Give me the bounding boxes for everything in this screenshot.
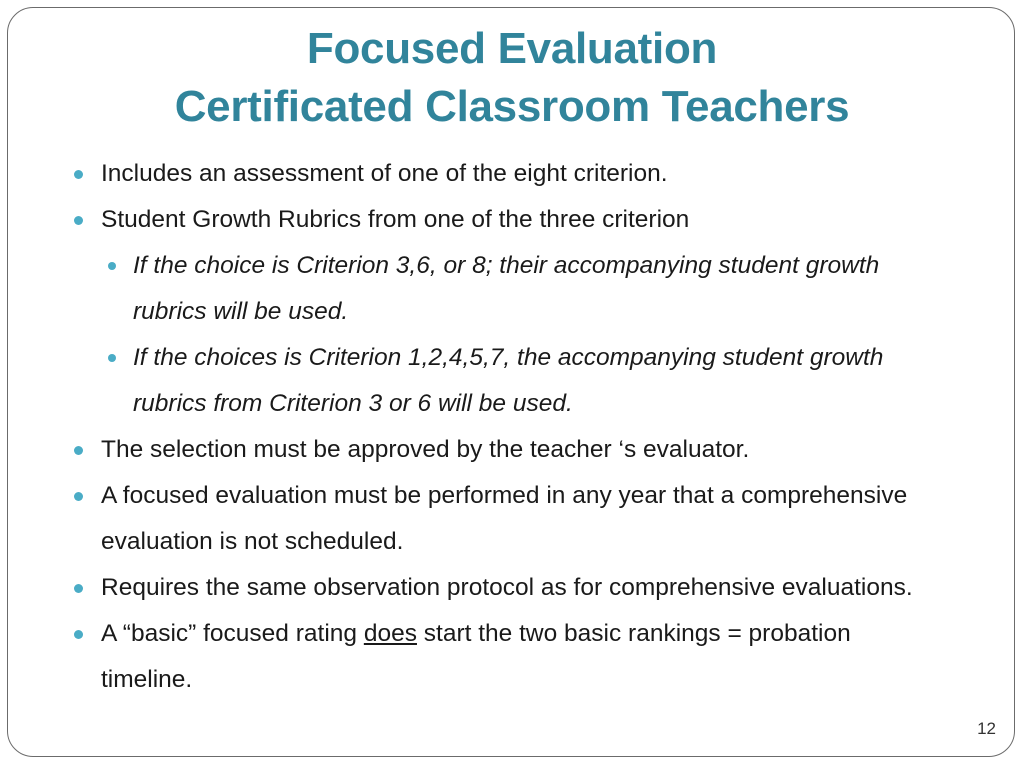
sub-bullet-dot-icon (108, 354, 116, 362)
bullet-text-suffix: start the two basic rankings = probation timeline. (101, 620, 851, 693)
bullet-text: A focused evaluation must be performed in any year that a comprehensive evaluation is not scheduled. (101, 482, 908, 555)
sub-bullet-item (72, 243, 932, 335)
sub-bullet-text: If the choice is Criterion 3,6, or 8; their accompanying student growth rubrics will be used. (133, 252, 880, 325)
title-line-1: Focused Evaluation (306, 24, 718, 73)
bullet-dot-icon (74, 630, 83, 639)
bullet-text: Includes an assessment of one of the eight criterion. (101, 160, 668, 187)
bullet-dot-icon (74, 492, 83, 501)
bullet-text: Student Growth Rubrics from one of the three criterion (101, 206, 690, 233)
bullet-item (72, 427, 932, 473)
bullet-item (72, 151, 932, 197)
bullet-item (72, 565, 932, 611)
bullet-text: Requires the same observation protocol as for comprehensive evaluations. (101, 574, 913, 601)
bullet-dot-icon (74, 216, 83, 225)
bullet-item (72, 611, 932, 703)
bullet-dot-icon (74, 584, 83, 593)
bullet-text-prefix: A “basic” focused rating (101, 620, 364, 647)
title-line-2: Certificated Classroom Teachers (174, 82, 850, 131)
slide-title (0, 20, 1024, 136)
sub-bullet-dot-icon (108, 262, 116, 270)
bullet-text-underlined: does (363, 620, 417, 647)
bullet-dot-icon (74, 446, 83, 455)
bullet-item (72, 473, 932, 565)
sub-bullet-text: If the choices is Criterion 1,2,4,5,7, the accompanying student growth rubrics from Criterion 3 or 6 will be used. (133, 344, 884, 417)
sub-bullet-item (72, 335, 932, 427)
bullet-list (72, 151, 932, 703)
bullet-item (72, 197, 932, 243)
page-number: 12 (977, 719, 996, 738)
bullet-dot-icon (74, 170, 83, 179)
bullet-text: The selection must be approved by the teacher ‘s evaluator. (101, 436, 750, 463)
